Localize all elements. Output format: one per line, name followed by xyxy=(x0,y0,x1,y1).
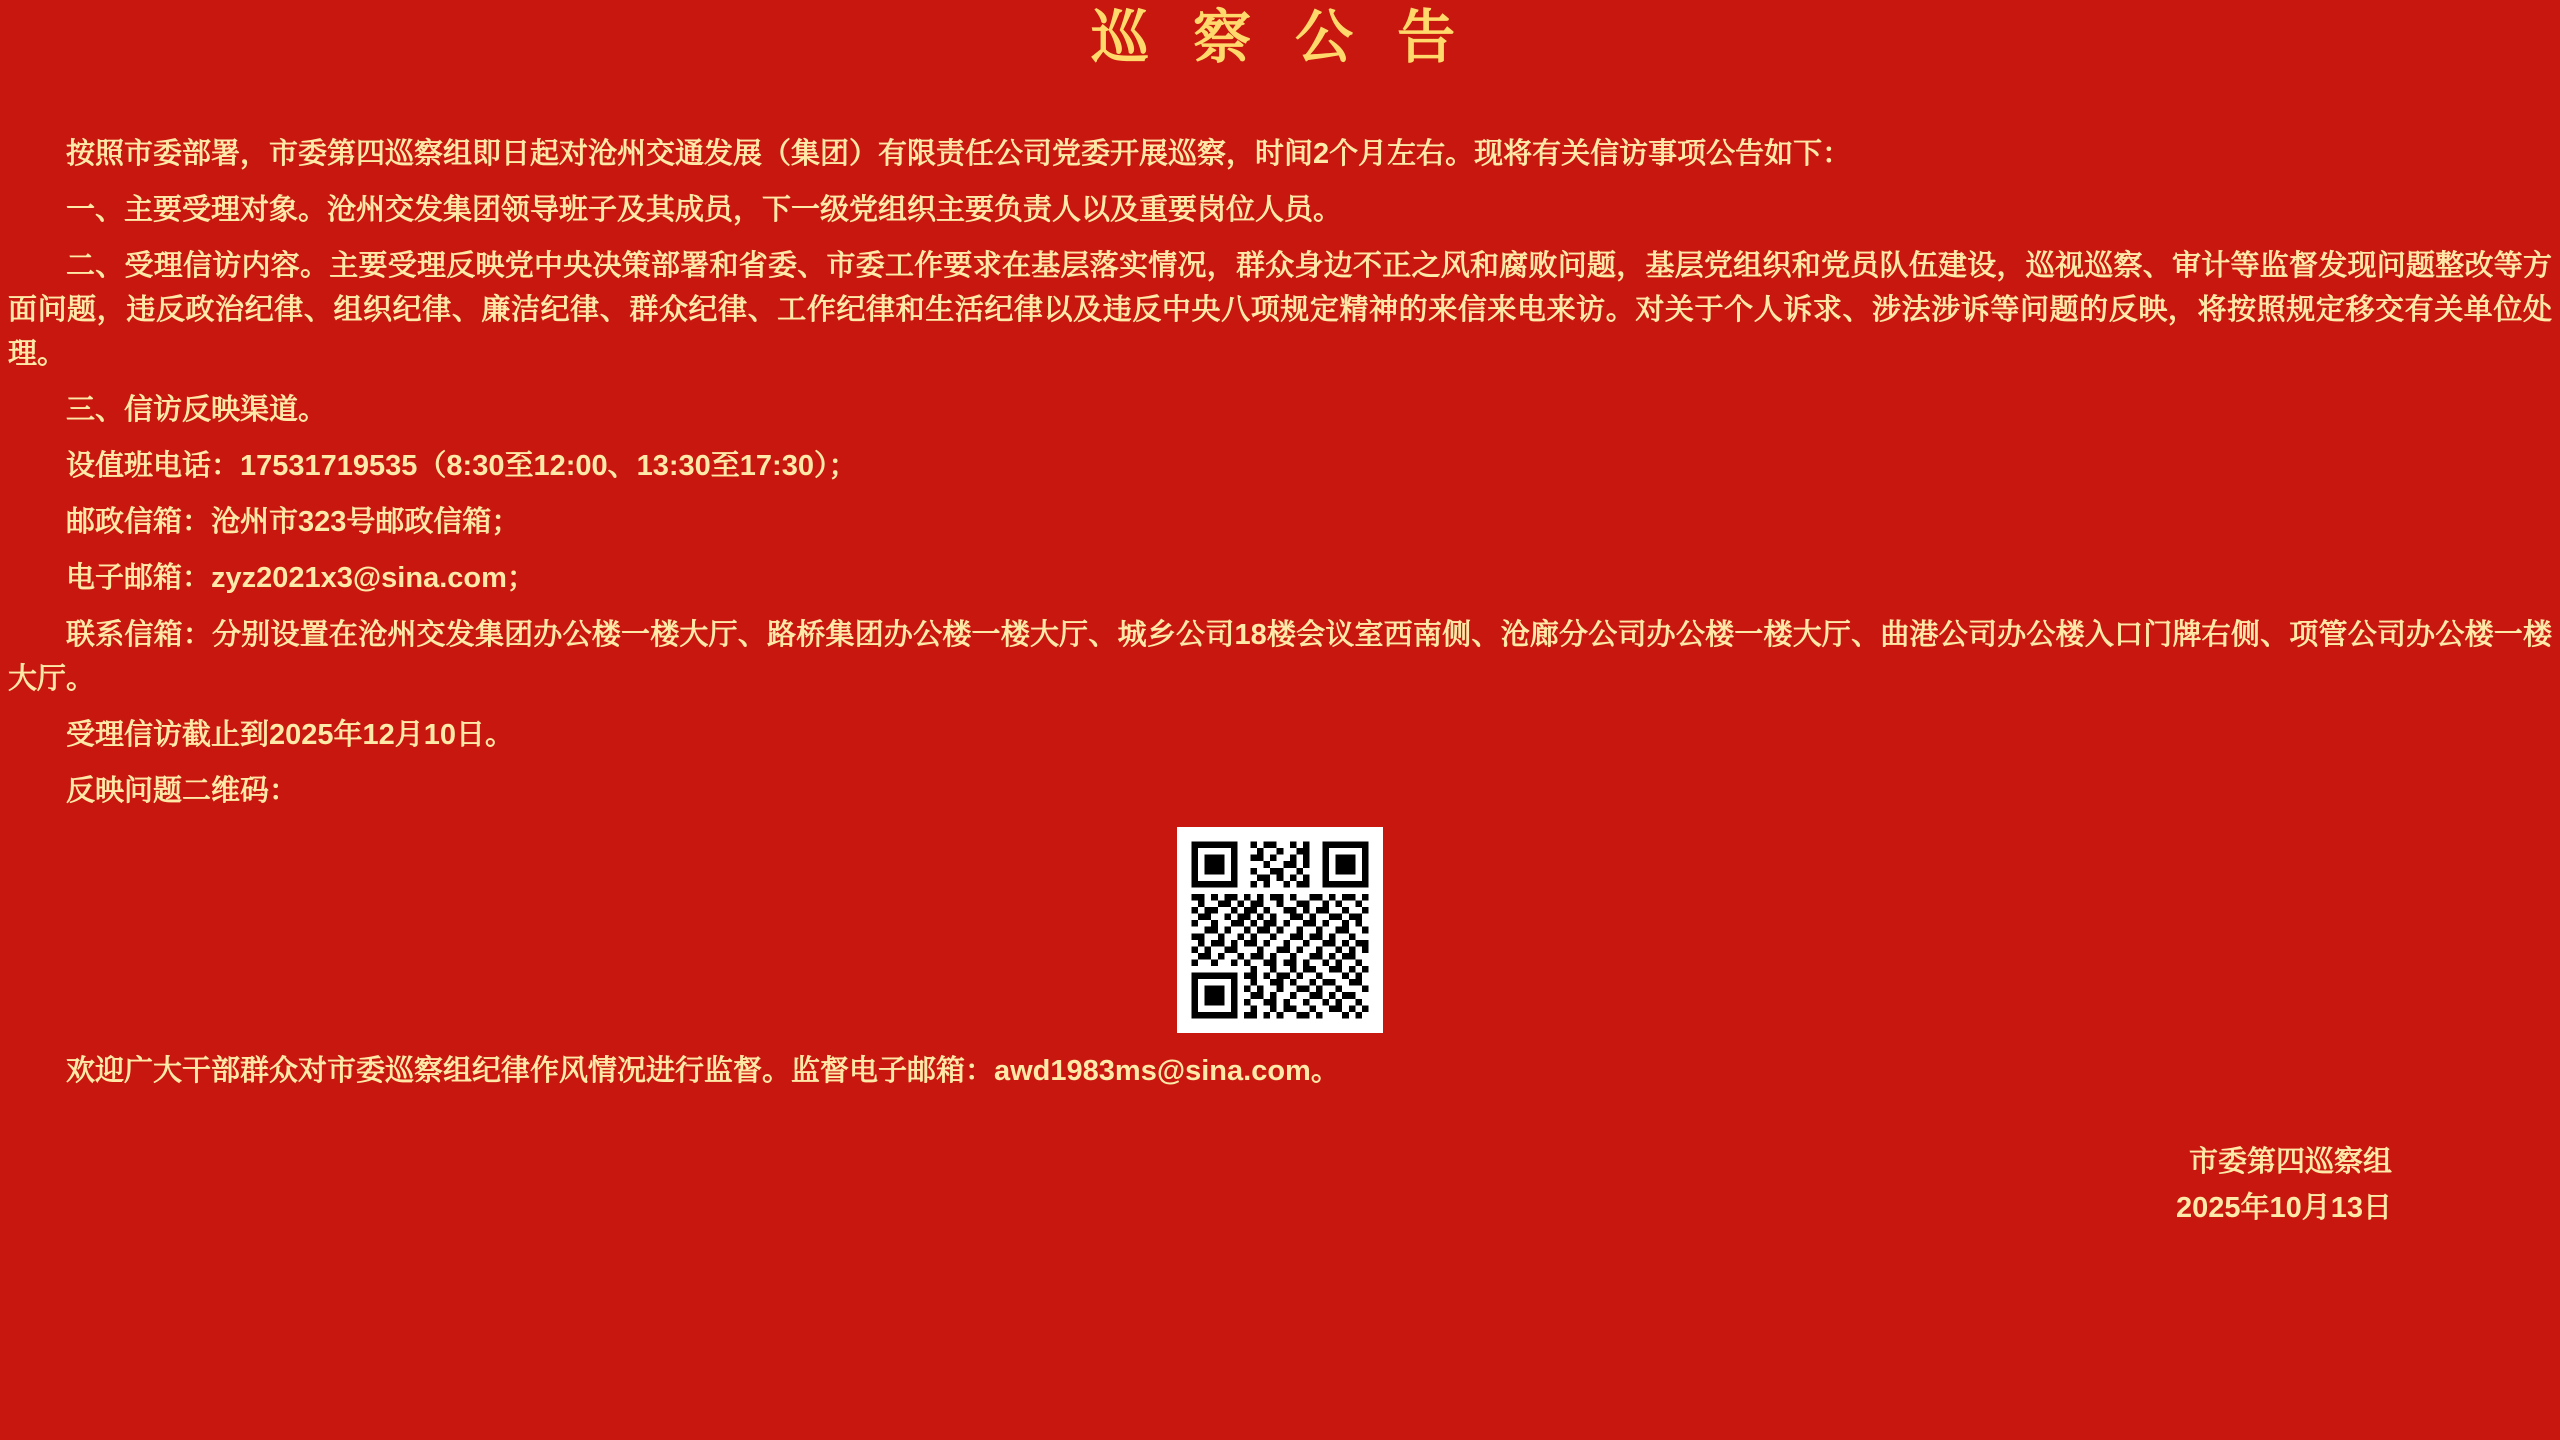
paragraph-section-three: 三、信访反映渠道。 xyxy=(66,394,328,427)
page-title: 巡 察 公 告 xyxy=(1090,5,1470,70)
signature-date: 2025年10月13日 xyxy=(2175,1192,2392,1225)
qr-code-container xyxy=(8,827,2552,1033)
signature-organization: 市委第四巡察组 xyxy=(2188,1145,2392,1178)
signature-block xyxy=(8,1139,2552,1232)
channel-postal-box: 邮政信箱：沧州市323号邮政信箱； xyxy=(66,506,521,539)
channel-email: 电子邮箱：zyz2021x3@sina.com； xyxy=(66,562,536,595)
qr-code-icon xyxy=(1177,827,1383,1033)
paragraph-intro: 按照市委部署，市委第四巡察组即日起对沧州交通发展（集团）有限责任公司党委开展巡察，时间2个月左右。现将有关信访事项公告如下： xyxy=(66,137,1852,170)
announcement-body xyxy=(8,132,2552,1232)
channel-deadline: 受理信访截止到2025年12月10日。 xyxy=(66,718,515,751)
channel-phone: 设值班电话：17531719535（8:30至12:00、13:30至17:30）； xyxy=(66,450,858,483)
supervision-note: 欢迎广大干部群众对市委巡察组纪律作风情况进行监督。监督电子邮箱：awd1983ms@sina.com。 xyxy=(66,1054,1340,1087)
paragraph-section-one: 一、主要受理对象。沧州交发集团领导班子及其成员，下一级党组织主要负责人以及重要岗位人员。 xyxy=(66,193,1343,226)
paragraph-section-two: 二、受理信访内容。主要受理反映党中央决策部署和省委、市委工作要求在基层落实情况，群众身边不正之风和腐败问题，基层党组织和党员队伍建设，巡视巡察、审计等监督发现问题整改等方面问题，违反政治纪律、组织纪律、廉洁纪律、群众纪律、工作纪律和生活纪律以及违反中央八项规定精神的来信来电来访。对关于个人诉求、涉法涉诉等问题的反映，将按照规定移交有关单位处理。 xyxy=(8,249,2552,371)
channel-letter-boxes: 联系信箱：分别设置在沧州交发集团办公楼一楼大厅、路桥集团办公楼一楼大厅、城乡公司18楼会议室西南侧、沧廊分公司办公楼一楼大厅、曲港公司办公楼入口门牌右侧、项管公司办公楼一楼大厅。 xyxy=(8,618,2552,695)
channel-qr-label: 反映问题二维码： xyxy=(66,774,299,807)
